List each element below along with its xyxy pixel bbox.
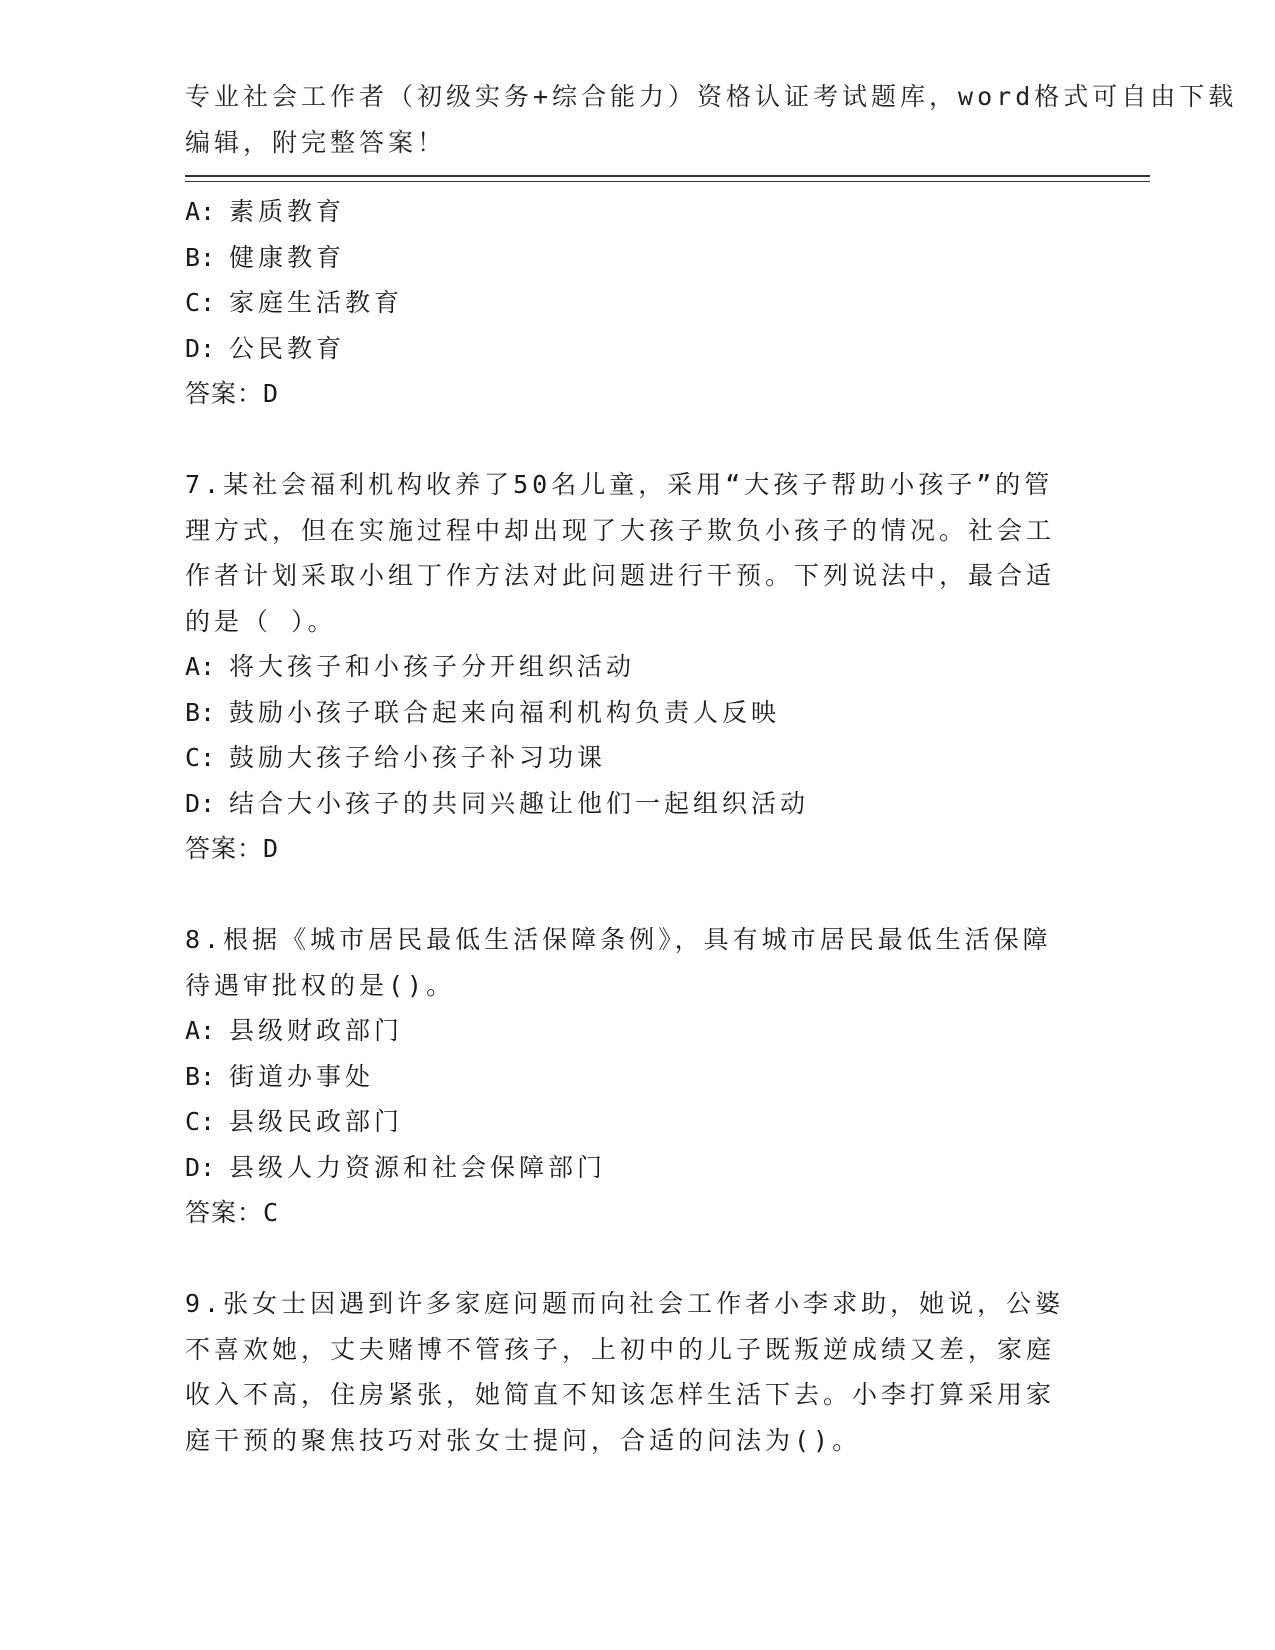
question-stem-line: 不喜欢她，丈夫赌博不管孩子，上初中的儿子既叛逆成绩又差，家庭 xyxy=(185,1334,1056,1364)
answer: 答案：C xyxy=(185,1198,280,1227)
option-d xyxy=(185,326,1065,372)
option-c xyxy=(185,1099,1065,1145)
option-text: 将大孩子和小孩子分开组织活动 xyxy=(229,652,636,681)
option-text: 县级民政部门 xyxy=(229,1107,404,1136)
option-label: C: xyxy=(185,743,216,772)
question-9 xyxy=(185,1281,1065,1463)
spacer xyxy=(185,417,1065,463)
question-stem-line: 7.某社会福利机构收养了50名儿童，采用“大孩子帮助小孩子”的管 xyxy=(185,470,1054,499)
question-7 xyxy=(185,462,1065,872)
option-label: A: xyxy=(185,1016,216,1045)
question-stem-line: 9.张女士因遇到许多家庭问题而向社会工作者小李求助，她说，公婆 xyxy=(185,1289,1065,1318)
question-stem-line: 作者计划采取小组丁作方法对此问题进行干预。下列说法中，最合适 xyxy=(185,561,1056,590)
question-stem-line: 理方式，但在实施过程中却出现了大孩子欺负小孩子的情况。社会工 xyxy=(185,515,1056,545)
option-label: B: xyxy=(185,1061,216,1091)
option-a xyxy=(185,189,1065,235)
option-label: A: xyxy=(185,652,216,681)
header-rule-thin xyxy=(185,181,1150,182)
spacer xyxy=(185,872,1065,918)
option-c xyxy=(185,735,1065,781)
option-label: D: xyxy=(185,788,216,818)
question-stem-line: 待遇审批权的是()。 xyxy=(185,970,456,1000)
option-text: 健康教育 xyxy=(229,242,346,272)
option-d xyxy=(185,1145,1065,1191)
option-a xyxy=(185,644,1065,690)
question-stem-line: 的是（ ）。 xyxy=(185,606,337,636)
option-label: C: xyxy=(185,288,216,317)
option-label: D: xyxy=(185,333,216,363)
question-8 xyxy=(185,917,1065,1236)
question-stem-line: 庭干预的聚焦技巧对张女士提问，合适的问法为()。 xyxy=(185,1425,862,1455)
header-rule-thick xyxy=(185,175,1150,177)
option-label: C: xyxy=(185,1107,216,1136)
answer: 答案：D xyxy=(185,379,280,408)
question-stem-line: 8.根据《城市居民最低生活保障条例》，具有城市居民最低生活保障 xyxy=(185,925,1052,954)
option-text: 素质教育 xyxy=(229,197,346,226)
answer: 答案：D xyxy=(185,834,280,863)
header-line-1: 专业社会工作者（初级实务+综合能力）资格认证考试题库，word格式可自由下载 xyxy=(185,82,1238,111)
option-label: A: xyxy=(185,197,216,226)
question-stem-line: 收入不高，住房紧张，她简直不知该怎样生活下去。小李打算采用家 xyxy=(185,1380,1056,1409)
option-label: D: xyxy=(185,1152,216,1182)
option-b xyxy=(185,235,1065,281)
option-text: 结合大小孩子的共同兴趣让他们一起组织活动 xyxy=(229,788,810,818)
question-content xyxy=(185,189,1065,1463)
question-6-continued xyxy=(185,189,1065,417)
page-header xyxy=(185,74,1238,165)
option-text: 街道办事处 xyxy=(229,1061,375,1091)
option-b xyxy=(185,1054,1065,1100)
option-d xyxy=(185,781,1065,827)
header-line-2: 编辑，附完整答案！ xyxy=(185,127,447,157)
option-text: 鼓励小孩子联合起来向福利机构负责人反映 xyxy=(229,697,781,727)
option-b xyxy=(185,690,1065,736)
option-a xyxy=(185,1008,1065,1054)
spacer xyxy=(185,1236,1065,1282)
option-text: 家庭生活教育 xyxy=(229,288,404,317)
option-label: B: xyxy=(185,697,216,727)
option-text: 公民教育 xyxy=(229,333,346,363)
option-label: B: xyxy=(185,242,216,272)
option-c xyxy=(185,280,1065,326)
option-text: 县级人力资源和社会保障部门 xyxy=(229,1152,607,1182)
option-text: 县级财政部门 xyxy=(229,1016,404,1045)
option-text: 鼓励大孩子给小孩子补习功课 xyxy=(229,743,607,772)
